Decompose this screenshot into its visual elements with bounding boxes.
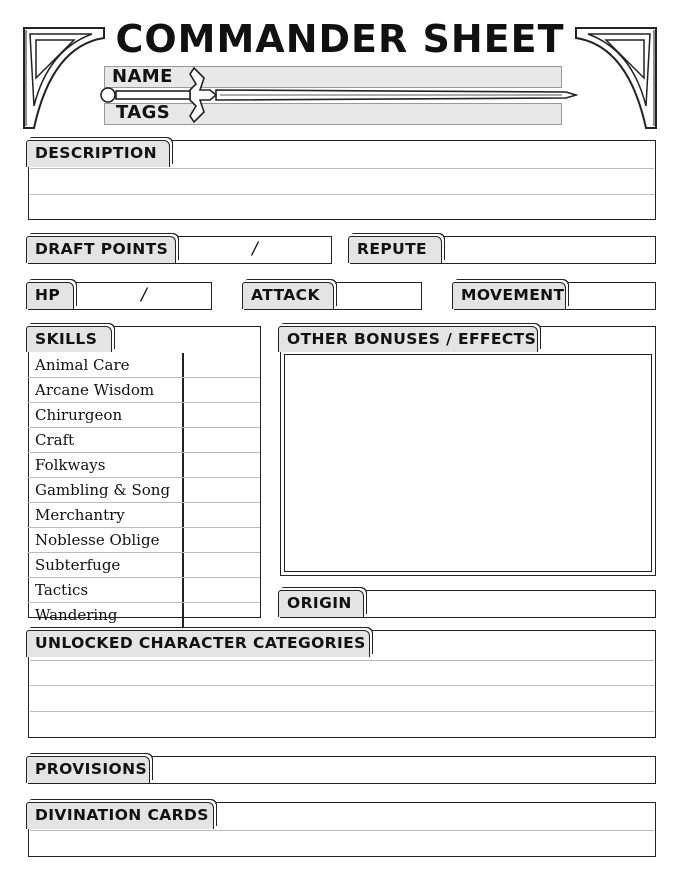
- skill-value[interactable]: [184, 403, 260, 427]
- skill-value[interactable]: [184, 578, 260, 602]
- skill-name: Wandering: [28, 603, 184, 627]
- skill-value[interactable]: [184, 503, 260, 527]
- skills-tab: SKILLS: [26, 326, 112, 352]
- skill-row: [28, 503, 260, 528]
- hp-tab: HP: [26, 282, 74, 309]
- skill-name: Craft: [28, 428, 184, 452]
- corner-ornament-right: [574, 26, 658, 130]
- skill-value[interactable]: [184, 553, 260, 577]
- skill-name: Gambling & Song: [28, 478, 184, 502]
- skill-name: Chirurgeon: [28, 403, 184, 427]
- skill-name: Animal Care: [28, 353, 184, 377]
- provisions-tab: PROVISIONS: [26, 756, 150, 783]
- skill-value[interactable]: [184, 378, 260, 402]
- unlocked-categories-tab: UNLOCKED CHARACTER CATEGORIES: [26, 630, 370, 657]
- skill-name: Tactics: [28, 578, 184, 602]
- skill-row: [28, 353, 260, 378]
- skill-name: Subterfuge: [28, 553, 184, 577]
- skill-row: [28, 403, 260, 428]
- divination-cards-tab: DIVINATION CARDS: [26, 802, 214, 829]
- other-bonuses-tab: OTHER BONUSES / EFFECTS: [278, 326, 538, 352]
- skill-value[interactable]: [184, 453, 260, 477]
- name-label: NAME: [112, 66, 173, 87]
- hp-separator: /: [141, 285, 147, 305]
- skill-name: Folkways: [28, 453, 184, 477]
- skill-value[interactable]: [184, 528, 260, 552]
- skill-row: [28, 578, 260, 603]
- repute-tab: REPUTE: [348, 236, 442, 263]
- skill-name: Arcane Wisdom: [28, 378, 184, 402]
- sword-icon: [96, 66, 578, 126]
- corner-ornament-left: [22, 26, 106, 130]
- origin-tab: ORIGIN: [278, 590, 364, 617]
- sheet-title: COMMANDER SHEET: [115, 17, 565, 61]
- skill-row: [28, 428, 260, 453]
- skill-row: [28, 478, 260, 503]
- skill-value[interactable]: [184, 428, 260, 452]
- skills-list: [28, 353, 260, 627]
- skill-value[interactable]: [184, 478, 260, 502]
- skill-row: [28, 553, 260, 578]
- other-bonuses-inner: [284, 354, 652, 572]
- skill-value[interactable]: [184, 353, 260, 377]
- skill-row: [28, 378, 260, 403]
- attack-tab: ATTACK: [242, 282, 334, 309]
- draft-points-separator: /: [252, 239, 258, 259]
- movement-tab: MOVEMENT: [452, 282, 566, 309]
- skill-row: [28, 528, 260, 553]
- draft-points-tab: DRAFT POINTS: [26, 236, 176, 263]
- skill-row: [28, 603, 260, 627]
- skill-row: [28, 453, 260, 478]
- skill-name: Noblesse Oblige: [28, 528, 184, 552]
- tags-label: TAGS: [116, 102, 171, 123]
- description-tab: DESCRIPTION: [26, 140, 170, 167]
- skill-value[interactable]: [184, 603, 260, 627]
- skill-name: Merchantry: [28, 503, 184, 527]
